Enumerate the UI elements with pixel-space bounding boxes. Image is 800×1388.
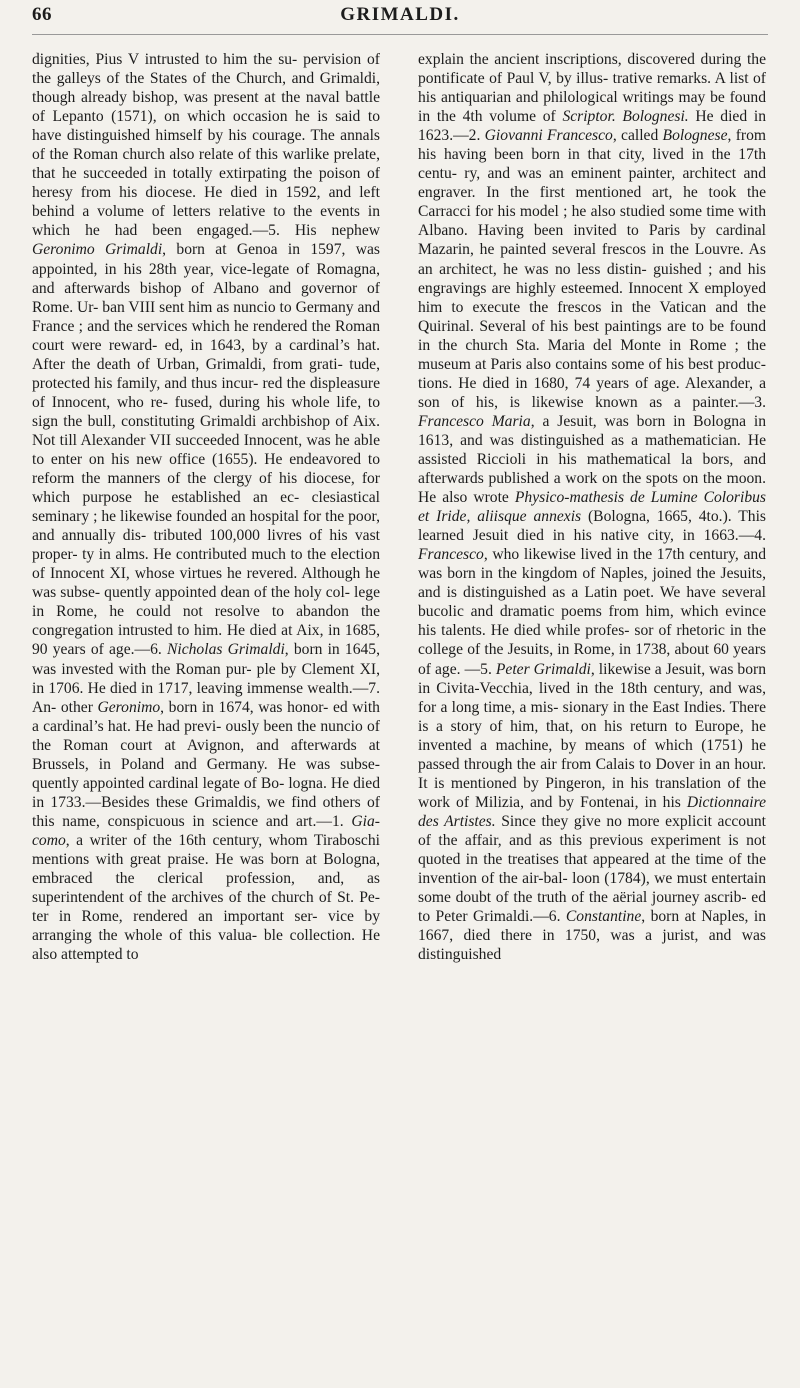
right-column [418, 50, 766, 964]
italic-name: Geronimo [97, 698, 161, 716]
text-run: , born at Genoa in 1597, was appointed, in his 28th year, vice-legate of Romagna, and afterwards bishop of Albano and governor of Rome. Ur- ban VIII sent him as nuncio to Germany and France ; and the services which he rendered the Roman court were reward- ed, in 1643, by a cardinal’s hat. After the death of Urban, Grimaldi, from grati- tude, protected his family, and thus incur- red the displeasure of Innocent, who re- fused, during his whole life, to sign the bull, constituting Grimaldi archbishop of Aix. Not till Alexander VII succeeded Innocent, was he able to enter on his new office (1655). He endeavored to reform the manners of the clergy of his diocese, for which purpose he established an ec- clesiastical seminary ; he likewise founded an hospital for the poor, and annually dis- tributed 100,000 livres of his vast proper- ty in alms. He contributed much to the election of Innocent XI, whose virtues he revered. Although he was subse- quently appointed dean of the holy col- lege in Rome, he could not resolve to abandon the congregation intrusted to him. He died at Aix, in 1685, 90 years of age.—6. [32, 241, 381, 659]
text-run: , from his having been born in that city, lived in the 17th centu- ry, and was an eminent painter, architect and engraver. In the first mentioned art, he took the Carracci for his model ; he also studied some time with Albano. Having been invited to Paris by cardinal Mazarin, he painted several frescos in the Louvre. As an architect, he was no less distin- guished ; and his engravings are highly esteemed. Innocent X employed him to execute the frescos in the Vatican and the Quirinal. Several of his best paintings are to be found in the church Sta. Maria del Monte in Rome ; the museum at Paris also contains some of his best produc- tions. He died in 1680, 74 years of age. Alexander, a son of his, is likewise known as a painter.—3. [418, 127, 767, 411]
italic-name: Peter Grimaldi [495, 660, 591, 678]
italic-name: Giovanni Francesco [484, 127, 613, 145]
text-run: He died in 1623.—2. [418, 108, 766, 145]
italic-name: Nicholas Grimaldi [166, 641, 285, 659]
italic-name: Bolognese [662, 127, 728, 145]
italic-name: Gia- como [32, 812, 380, 849]
italic-name: Constantine [565, 908, 642, 926]
text-run: explain the ancient inscriptions, discovered during the pontificate of Paul V, by illus- trative remarks. A list of his antiquarian and philological writings may be found in the 4th volume of [418, 51, 766, 126]
text-run: , born at Naples, in 1667, died there in 1750, was a jurist, and was distinguished [418, 908, 766, 964]
page-number: 66 [32, 4, 52, 25]
text-run: Since they give no more explicit account of the affair, and as this previous experiment is not quoted in the treatises that appeared at the time of the invention of the air-bal- loon (1784), we must entertain some doubt of the truth of the aërial journey ascrib- ed to Peter Grimaldi.—6. [418, 812, 767, 926]
right-column-text [418, 50, 766, 964]
italic-name: Physico-mathesis de Lumine Coloribus et Iride, aliisque annexis [418, 489, 766, 526]
italic-name: Francesco Maria [418, 412, 531, 430]
left-column [32, 50, 380, 964]
left-column-text [32, 50, 380, 964]
italic-name: Dictionnaire des Artistes. [418, 793, 766, 830]
text-run: , a Jesuit, was born in Bologna in 1613, and was distinguished as a mathematician. He assisted Riccioli in his mathematical la bors, and afterwards published a work on the spots on the moon. He also wrote [418, 412, 766, 507]
page-header [32, 4, 768, 36]
text-run: (Bologna, 1665, 4to.). This learned Jesuit died in his native city, in 1663.—4. [418, 508, 766, 545]
header-rule [32, 34, 768, 35]
italic-name: Geronimo Grimaldi [32, 241, 163, 259]
text-run: , likewise a Jesuit, was born in Civita-Vecchia, lived in the 18th century, and was, for a long time, a mis- sionary in the East Indies. There is a story of him, that, on his return to Europe, he invented a machine, by means of which (1751) he passed through the air from Calais to Dover in an hour. It is mentioned by Pingeron, in his translation of the work of Milizia, and by Fontenai, in his [418, 660, 767, 811]
text-run: , a writer of the 16th century, whom Tiraboschi mentions with great praise. He was born at Bologna, embraced the clerical profession, and, as superintendent of the archives of the church of St. Pe- ter in Rome, rendered an important ser- vice by arranging the whole of this valua- ble collection. He also attempted to [32, 831, 380, 964]
running-head: GRIMALDI. [340, 4, 460, 25]
text-run: , who likewise lived in the 17th century, and was born in the kingdom of Naples, joined the Jesuits, and is distinguished as a Latin poet. We have several bucolic and dramatic poems from him, which evince his talents. He died while profes- sor of rhetoric in the college of the Jesuits, in Rome, in 1738, about 60 years of age. —5. [418, 546, 766, 678]
italic-name: Francesco [418, 546, 484, 564]
text-run: , born in 1674, was honor- ed with a cardinal’s hat. He had previ- ously been the nuncio of the Roman court at Avignon, and afterwards at Brussels, in Poland and Germany. He was subse- quently appointed cardinal legate of Bo- logna. He died in 1733.—Besides these Grimaldis, we find others of this name, conspicuous in science and art.—1. [32, 698, 380, 830]
text-run: , born in 1645, was invested with the Roman pur- ple by Clement XI, in 1706. He died in 1717, leaving immense wealth.—7. An- other [32, 641, 380, 716]
text-run: , called [612, 127, 663, 145]
italic-name: Scriptor. Bolognesi. [562, 108, 689, 126]
text-run: dignities, Pius V intrusted to him the su- pervision of the galleys of the States of the Church, and Grimaldi, though already bishop, was present at the naval battle of Lepanto (1571), on which occasion he is said to have distinguished himself by his courage. The annals of the Roman church also relate of this warlike prelate, that he succeeded in totally extirpating the poison of heresy from his diocese. He died in 1592, and left behind a volume of letters relative to the events in which he had been engaged.—5. His nephew [32, 51, 380, 240]
